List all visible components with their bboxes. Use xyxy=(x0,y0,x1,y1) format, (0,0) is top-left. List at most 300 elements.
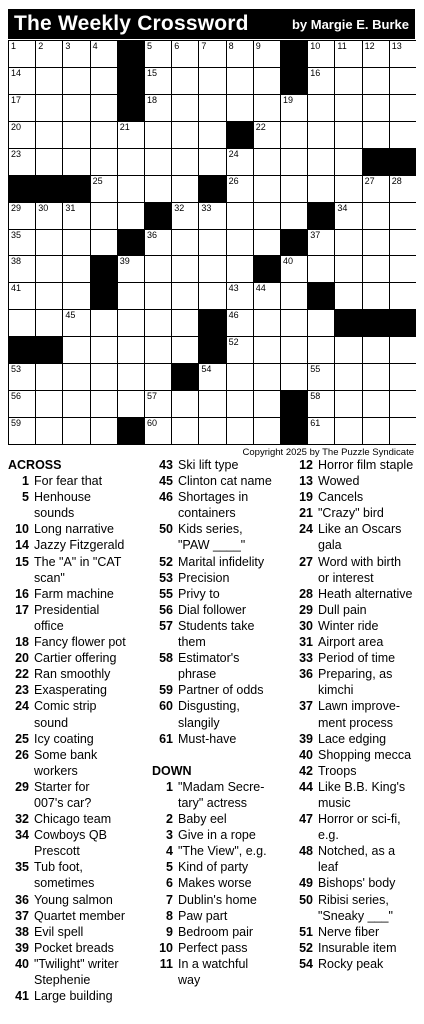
grid-cell[interactable] xyxy=(335,41,361,67)
grid-cell[interactable] xyxy=(145,41,171,67)
grid-cell[interactable] xyxy=(172,203,198,229)
grid-cell[interactable] xyxy=(9,364,35,390)
grid-cell[interactable] xyxy=(63,41,89,67)
grid-cell[interactable] xyxy=(9,95,35,121)
grid-cell[interactable] xyxy=(363,41,389,67)
grid-cell[interactable] xyxy=(36,283,62,309)
clue-line xyxy=(292,779,422,795)
clue-line xyxy=(292,924,422,940)
black-square xyxy=(227,122,253,148)
clue-text: Must-have xyxy=(178,731,237,746)
clue-line xyxy=(152,843,288,859)
grid-cell[interactable] xyxy=(118,364,144,390)
grid-cell[interactable] xyxy=(335,283,361,309)
grid-cell[interactable] xyxy=(91,41,117,67)
grid-cell[interactable] xyxy=(9,391,35,417)
grid-cell[interactable] xyxy=(172,176,198,202)
grid-cell[interactable] xyxy=(145,391,171,417)
black-square xyxy=(281,230,307,256)
grid-cell[interactable] xyxy=(36,122,62,148)
grid-cell[interactable] xyxy=(363,122,389,148)
grid-cell[interactable] xyxy=(172,95,198,121)
grid-cell[interactable] xyxy=(63,337,89,363)
clue-line xyxy=(8,682,148,698)
grid-cell[interactable] xyxy=(335,122,361,148)
grid-cell[interactable] xyxy=(281,364,307,390)
clue-line xyxy=(152,682,288,698)
grid-cell[interactable] xyxy=(227,41,253,67)
grid-cell[interactable] xyxy=(9,203,35,229)
grid-cell[interactable] xyxy=(254,230,280,256)
grid-cell[interactable] xyxy=(227,149,253,175)
grid-cell[interactable] xyxy=(308,122,334,148)
clue-text: Comic strip xyxy=(34,699,97,714)
grid-cell[interactable] xyxy=(9,149,35,175)
grid-cell[interactable] xyxy=(199,418,225,444)
clue-number: 60 xyxy=(159,699,173,714)
clue-text: Nerve fiber xyxy=(318,924,380,939)
grid-cell[interactable] xyxy=(335,68,361,94)
grid-cell[interactable] xyxy=(254,337,280,363)
grid-cell[interactable] xyxy=(363,68,389,94)
grid-cell[interactable] xyxy=(390,95,416,121)
grid-cell[interactable] xyxy=(363,256,389,282)
grid-cell[interactable] xyxy=(227,256,253,282)
clue-number-label: 57 xyxy=(147,391,158,402)
grid-cell[interactable] xyxy=(254,68,280,94)
grid-cell[interactable] xyxy=(199,230,225,256)
grid-cell[interactable] xyxy=(63,256,89,282)
clue-number xyxy=(8,618,34,634)
clue-number xyxy=(152,666,178,682)
grid-cell[interactable] xyxy=(227,364,253,390)
grid-cell[interactable] xyxy=(199,149,225,175)
clue-line xyxy=(292,908,422,924)
grid-cell[interactable] xyxy=(172,256,198,282)
grid-cell[interactable] xyxy=(308,41,334,67)
grid-cell[interactable] xyxy=(91,122,117,148)
clue-number: 19 xyxy=(299,490,313,505)
grid-cell[interactable] xyxy=(254,418,280,444)
clue-text: Clinton cat name xyxy=(178,474,272,489)
clue-number-label: 33 xyxy=(201,202,212,213)
grid-cell[interactable] xyxy=(254,391,280,417)
clue-number-label: 14 xyxy=(11,67,22,78)
grid-cell[interactable] xyxy=(118,149,144,175)
clue-text: Ran smoothly xyxy=(34,667,111,682)
grid-cell[interactable] xyxy=(335,391,361,417)
clue-line xyxy=(292,827,422,843)
grid-cell[interactable] xyxy=(254,41,280,67)
grid-cell[interactable] xyxy=(172,122,198,148)
grid-cell[interactable] xyxy=(254,283,280,309)
grid-cell[interactable] xyxy=(63,95,89,121)
clue-number-label: 25 xyxy=(92,175,103,186)
clue-number-label: 16 xyxy=(310,67,321,78)
grid-cell[interactable] xyxy=(335,176,361,202)
grid-cell[interactable] xyxy=(363,95,389,121)
grid-cell[interactable] xyxy=(363,337,389,363)
grid-cell[interactable] xyxy=(199,203,225,229)
grid-cell[interactable] xyxy=(281,95,307,121)
clue-line xyxy=(8,875,148,891)
grid-cell[interactable] xyxy=(36,68,62,94)
clue-number-label: 4 xyxy=(92,41,98,51)
grid-cell[interactable] xyxy=(199,68,225,94)
grid-cell[interactable] xyxy=(145,149,171,175)
grid-cell[interactable] xyxy=(308,176,334,202)
clue-text: workers xyxy=(34,763,78,778)
grid-cell[interactable] xyxy=(254,176,280,202)
grid-cell[interactable] xyxy=(63,230,89,256)
grid-cell[interactable] xyxy=(308,418,334,444)
clue-number xyxy=(152,795,178,811)
clue-text: Bishops' body xyxy=(318,876,396,891)
grid-cell[interactable] xyxy=(254,149,280,175)
grid-cell[interactable] xyxy=(9,68,35,94)
clue-line xyxy=(152,956,288,972)
grid-cell[interactable] xyxy=(9,310,35,336)
black-square xyxy=(118,68,144,94)
grid-cell[interactable] xyxy=(390,337,416,363)
grid-cell[interactable] xyxy=(199,122,225,148)
grid-cell[interactable] xyxy=(63,149,89,175)
grid-cell[interactable] xyxy=(145,230,171,256)
grid-cell[interactable] xyxy=(308,391,334,417)
puzzle-title: The Weekly Crossword xyxy=(14,12,249,35)
clue-text: Quartet member xyxy=(34,908,126,923)
grid-cell[interactable] xyxy=(308,95,334,121)
grid-cell[interactable] xyxy=(227,95,253,121)
grid-cell[interactable] xyxy=(308,149,334,175)
grid-cell[interactable] xyxy=(63,418,89,444)
grid-cell[interactable] xyxy=(227,68,253,94)
grid-cell[interactable] xyxy=(335,203,361,229)
grid-cell[interactable] xyxy=(91,310,117,336)
clue-number: 13 xyxy=(299,474,313,489)
clue-line xyxy=(8,586,148,602)
grid-cell[interactable] xyxy=(145,337,171,363)
clue-text: Wowed xyxy=(318,474,360,489)
grid-cell[interactable] xyxy=(118,310,144,336)
clue-line xyxy=(292,634,422,650)
grid-cell[interactable] xyxy=(9,256,35,282)
black-square xyxy=(199,337,225,363)
grid-cell[interactable] xyxy=(390,176,416,202)
clue-number: 25 xyxy=(15,731,29,746)
grid-cell[interactable] xyxy=(145,68,171,94)
clue-number: 30 xyxy=(299,618,313,633)
clue-text: Disgusting, xyxy=(178,699,240,714)
clue-line xyxy=(292,457,422,473)
clue-text: "Crazy" bird xyxy=(318,506,384,521)
grid-cell[interactable] xyxy=(145,256,171,282)
clue-text: Jazzy Fitzgerald xyxy=(34,538,125,553)
clue-text: "The View", e.g. xyxy=(178,844,267,859)
clue-line xyxy=(152,650,288,666)
grid-cell[interactable] xyxy=(281,176,307,202)
grid-cell[interactable] xyxy=(363,283,389,309)
grid-cell[interactable] xyxy=(390,68,416,94)
grid-cell[interactable] xyxy=(145,364,171,390)
clue-text: Evil spell xyxy=(34,924,84,939)
grid-cell[interactable] xyxy=(308,256,334,282)
grid-cell[interactable] xyxy=(172,418,198,444)
grid-cell[interactable] xyxy=(227,203,253,229)
grid-cell[interactable] xyxy=(390,230,416,256)
grid-cell[interactable] xyxy=(118,176,144,202)
clue-line xyxy=(152,473,288,489)
grid-cell[interactable] xyxy=(63,364,89,390)
grid-cell[interactable] xyxy=(36,230,62,256)
grid-cell[interactable] xyxy=(308,230,334,256)
grid-cell[interactable] xyxy=(199,391,225,417)
grid-cell[interactable] xyxy=(145,122,171,148)
clue-line xyxy=(292,586,422,602)
grid-cell[interactable] xyxy=(308,337,334,363)
grid-cell[interactable] xyxy=(91,176,117,202)
clue-number: 2 xyxy=(166,812,173,827)
grid-cell[interactable] xyxy=(227,230,253,256)
grid-cell[interactable] xyxy=(363,391,389,417)
black-square xyxy=(281,68,307,94)
clue-number: 33 xyxy=(299,651,313,666)
grid-cell[interactable] xyxy=(145,310,171,336)
grid-cell[interactable] xyxy=(254,364,280,390)
grid-cell[interactable] xyxy=(63,122,89,148)
clue-text: Pocket breads xyxy=(34,940,114,955)
grid-cell[interactable] xyxy=(308,364,334,390)
clue-line xyxy=(292,859,422,875)
grid-cell[interactable] xyxy=(118,337,144,363)
grid-cell[interactable] xyxy=(390,283,416,309)
grid-cell[interactable] xyxy=(145,95,171,121)
grid-cell[interactable] xyxy=(172,337,198,363)
grid-cell[interactable] xyxy=(227,310,253,336)
clue-number xyxy=(292,682,318,698)
grid-cell[interactable] xyxy=(281,149,307,175)
grid-cell[interactable] xyxy=(390,364,416,390)
clue-number-label: 30 xyxy=(38,202,49,213)
grid-cell[interactable] xyxy=(390,203,416,229)
clue-line xyxy=(152,859,288,875)
grid-cell[interactable] xyxy=(172,149,198,175)
grid-cell[interactable] xyxy=(363,203,389,229)
grid-cell[interactable] xyxy=(36,418,62,444)
grid-cell[interactable] xyxy=(199,95,225,121)
grid-cell[interactable] xyxy=(390,256,416,282)
grid-cell[interactable] xyxy=(335,149,361,175)
clue-line xyxy=(8,779,148,795)
grid-cell[interactable] xyxy=(9,230,35,256)
clue-number: 26 xyxy=(15,747,29,762)
grid-cell[interactable] xyxy=(145,283,171,309)
grid-cell[interactable] xyxy=(281,203,307,229)
grid-cell[interactable] xyxy=(118,283,144,309)
grid-cell[interactable] xyxy=(227,283,253,309)
grid-cell[interactable] xyxy=(227,418,253,444)
clue-number xyxy=(292,859,318,875)
grid-cell[interactable] xyxy=(335,418,361,444)
grid-cell[interactable] xyxy=(390,122,416,148)
grid-cell[interactable] xyxy=(363,418,389,444)
grid-cell[interactable] xyxy=(36,364,62,390)
grid-cell[interactable] xyxy=(199,283,225,309)
clue-line xyxy=(8,747,148,763)
clue-number-label: 55 xyxy=(310,364,321,375)
grid-cell[interactable] xyxy=(63,68,89,94)
grid-cell[interactable] xyxy=(363,176,389,202)
clue-number xyxy=(292,827,318,843)
clue-text: music xyxy=(318,795,351,810)
clue-number: 55 xyxy=(159,586,173,601)
grid-cell[interactable] xyxy=(145,418,171,444)
grid-cell[interactable] xyxy=(199,41,225,67)
grid-cell[interactable] xyxy=(118,203,144,229)
clue-number-label: 13 xyxy=(391,41,402,51)
clue-text: office xyxy=(34,618,64,633)
black-square xyxy=(118,95,144,121)
grid-cell[interactable] xyxy=(172,310,198,336)
grid-cell[interactable] xyxy=(36,391,62,417)
grid-cell[interactable] xyxy=(91,203,117,229)
clue-line xyxy=(152,827,288,843)
black-square xyxy=(118,41,144,67)
grid-cell[interactable] xyxy=(9,122,35,148)
grid-cell[interactable] xyxy=(335,95,361,121)
grid-cell[interactable] xyxy=(281,122,307,148)
grid-cell[interactable] xyxy=(172,283,198,309)
grid-cell[interactable] xyxy=(227,337,253,363)
grid-cell[interactable] xyxy=(118,122,144,148)
grid-cell[interactable] xyxy=(91,149,117,175)
grid-cell[interactable] xyxy=(9,41,35,67)
grid-cell[interactable] xyxy=(36,95,62,121)
grid-cell[interactable] xyxy=(227,176,253,202)
clue-number: 24 xyxy=(299,522,313,537)
grid-cell[interactable] xyxy=(199,364,225,390)
black-square xyxy=(363,310,389,336)
grid-cell[interactable] xyxy=(9,283,35,309)
clue-text: "Twilight" writer xyxy=(34,956,119,971)
clue-number: 42 xyxy=(299,763,313,778)
grid-cell[interactable] xyxy=(118,391,144,417)
clue-text: Tub foot, xyxy=(34,860,83,875)
grid-cell[interactable] xyxy=(281,337,307,363)
grid-cell[interactable] xyxy=(91,95,117,121)
grid-cell[interactable] xyxy=(36,203,62,229)
grid-cell[interactable] xyxy=(390,391,416,417)
grid-cell[interactable] xyxy=(118,256,144,282)
clue-text: Henhouse xyxy=(34,490,91,505)
clue-text: Insurable item xyxy=(318,940,397,955)
clue-number: 14 xyxy=(15,538,29,553)
clue-number-label: 28 xyxy=(391,175,402,186)
grid-cell[interactable] xyxy=(172,391,198,417)
clue-text: Large building xyxy=(34,989,113,1004)
grid-cell[interactable] xyxy=(91,418,117,444)
clue-number-label: 17 xyxy=(11,94,22,105)
clue-number-label: 43 xyxy=(228,283,239,294)
grid-cell[interactable] xyxy=(390,418,416,444)
grid-cell[interactable] xyxy=(254,122,280,148)
grid-cell[interactable] xyxy=(91,391,117,417)
clue-line xyxy=(292,956,422,972)
clue-line xyxy=(152,570,288,586)
clue-number: 1 xyxy=(166,779,173,794)
clue-number: 11 xyxy=(159,956,173,971)
clue-number: 34 xyxy=(15,828,29,843)
grid-cell[interactable] xyxy=(63,391,89,417)
grid-cell[interactable] xyxy=(281,310,307,336)
clue-line xyxy=(152,554,288,570)
black-square xyxy=(118,230,144,256)
clue-text: Troops xyxy=(318,763,357,778)
grid-cell[interactable] xyxy=(199,256,225,282)
clue-line xyxy=(8,811,148,827)
grid-cell[interactable] xyxy=(335,364,361,390)
clue-text: Period of time xyxy=(318,651,396,666)
clue-number: 15 xyxy=(15,554,29,569)
grid-cell[interactable] xyxy=(254,95,280,121)
grid-cell[interactable] xyxy=(36,149,62,175)
grid-cell[interactable] xyxy=(63,283,89,309)
clue-number: 47 xyxy=(299,812,313,827)
grid-cell[interactable] xyxy=(390,41,416,67)
clue-text: Fancy flower pot xyxy=(34,635,126,650)
grid-cell[interactable] xyxy=(363,364,389,390)
grid-cell[interactable] xyxy=(363,230,389,256)
grid-cell[interactable] xyxy=(36,256,62,282)
clue-line xyxy=(292,892,422,908)
grid-cell[interactable] xyxy=(254,310,280,336)
grid-cell[interactable] xyxy=(281,283,307,309)
grid-cell[interactable] xyxy=(172,230,198,256)
clue-line xyxy=(152,457,288,473)
clue-number: 57 xyxy=(159,618,173,633)
clue-line xyxy=(152,537,288,553)
grid-cell[interactable] xyxy=(308,310,334,336)
clue-number-label: 1 xyxy=(11,41,17,51)
grid-cell[interactable] xyxy=(172,68,198,94)
grid-cell[interactable] xyxy=(91,68,117,94)
grid-cell[interactable] xyxy=(227,391,253,417)
grid-cell[interactable] xyxy=(63,310,89,336)
clue-line xyxy=(8,843,148,859)
grid-cell[interactable] xyxy=(91,364,117,390)
grid-cell[interactable] xyxy=(91,230,117,256)
clue-line xyxy=(8,731,148,747)
grid-cell[interactable] xyxy=(63,203,89,229)
grid-cell[interactable] xyxy=(335,230,361,256)
grid-cell[interactable] xyxy=(254,203,280,229)
grid-cell[interactable] xyxy=(9,418,35,444)
clue-column-2 xyxy=(152,457,288,988)
clue-number: 50 xyxy=(159,522,173,537)
grid-cell[interactable] xyxy=(281,256,307,282)
clue-number: 10 xyxy=(15,522,29,537)
grid-cell[interactable] xyxy=(145,176,171,202)
clue-line xyxy=(152,666,288,682)
grid-cell[interactable] xyxy=(172,41,198,67)
grid-cell[interactable] xyxy=(36,310,62,336)
grid-cell[interactable] xyxy=(91,337,117,363)
grid-cell[interactable] xyxy=(335,337,361,363)
grid-cell[interactable] xyxy=(308,68,334,94)
grid-cell[interactable] xyxy=(36,41,62,67)
clue-line xyxy=(8,892,148,908)
grid-cell[interactable] xyxy=(335,256,361,282)
